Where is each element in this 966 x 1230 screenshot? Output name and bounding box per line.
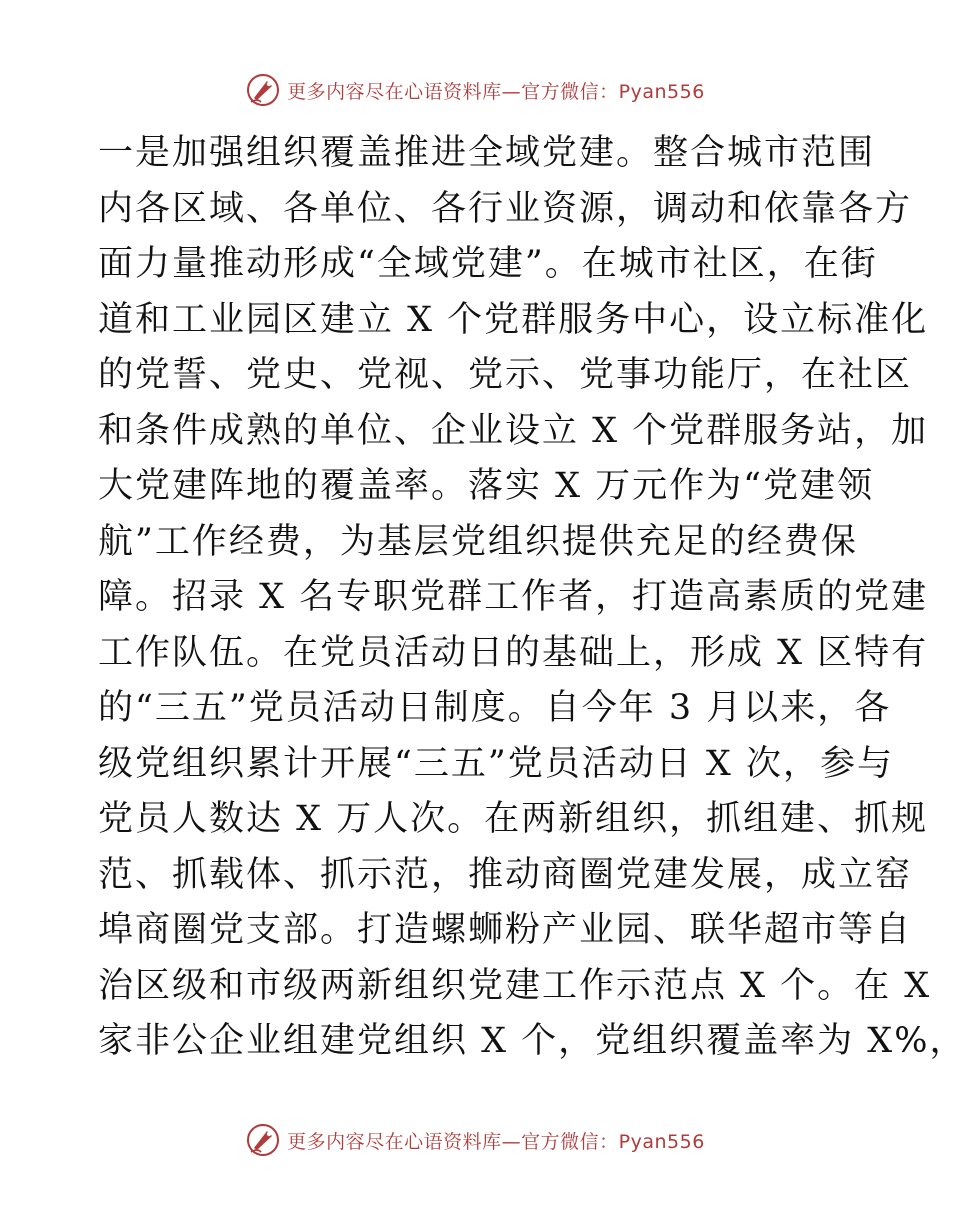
body-line: 道和工业园区建立 X 个党群服务中心，设立标准化: [98, 299, 929, 340]
body-line: 和条件成熟的单位、企业设立 X 个党群服务站，加: [98, 410, 929, 451]
body-line: 内各区域、各单位、各行业资源，调动和依靠各方: [98, 188, 913, 229]
body-line: 大党建阵地的覆盖率。落实 X 万元作为“党建领: [98, 466, 875, 506]
pen-nib-logo-icon: [245, 72, 281, 108]
body-line: 航”工作经费，为基层党组织提供充足的经费保: [98, 521, 858, 562]
body-line: 治区级和市级两新组织党建工作示范点 X 个。在 X: [98, 965, 932, 1006]
pen-nib-logo-icon: [245, 1122, 281, 1158]
footer-banner-text: 更多内容尽在心语资料库—官方微信：Pyan556: [287, 1130, 705, 1153]
footer-banner: [0, 1120, 950, 1160]
body-line: 工作队伍。在党员活动日的基础上，形成 X 区特有: [98, 632, 929, 673]
body-line: 障。招录 X 名专职党群工作者，打造高素质的党建: [98, 577, 929, 617]
body-line: 面力量推动形成“全域党建”。在城市社区，在街: [98, 244, 878, 284]
body-line: 级党组织累计开展“三五”党员活动日 X 次，参与: [98, 743, 894, 784]
body-line: 的“三五”党员活动日制度。自今年 3 月以来，各: [98, 688, 892, 728]
body-line: 范、抓载体、抓示范，推动商圈党建发展，成立窑: [98, 854, 913, 895]
body-line: 的党誓、党史、党视、党示、党事功能厅，在社区: [98, 355, 913, 395]
body-line: 一是加强组织覆盖推进全域党建。整合城市范围: [98, 133, 876, 173]
body-line: 家非公企业组建党组织 X 个，党组织覆盖率为 X%，: [98, 1021, 966, 1061]
header-banner-text: 更多内容尽在心语资料库—官方微信：Pyan556: [287, 80, 705, 103]
header-banner: [0, 70, 950, 110]
body-line: 埠商圈党支部。打造螺蛳粉产业园、联华超市等自: [98, 910, 913, 950]
body-line: 党员人数达 X 万人次。在两新组织，抓组建、抓规: [98, 799, 929, 839]
document-body: [98, 126, 966, 1070]
